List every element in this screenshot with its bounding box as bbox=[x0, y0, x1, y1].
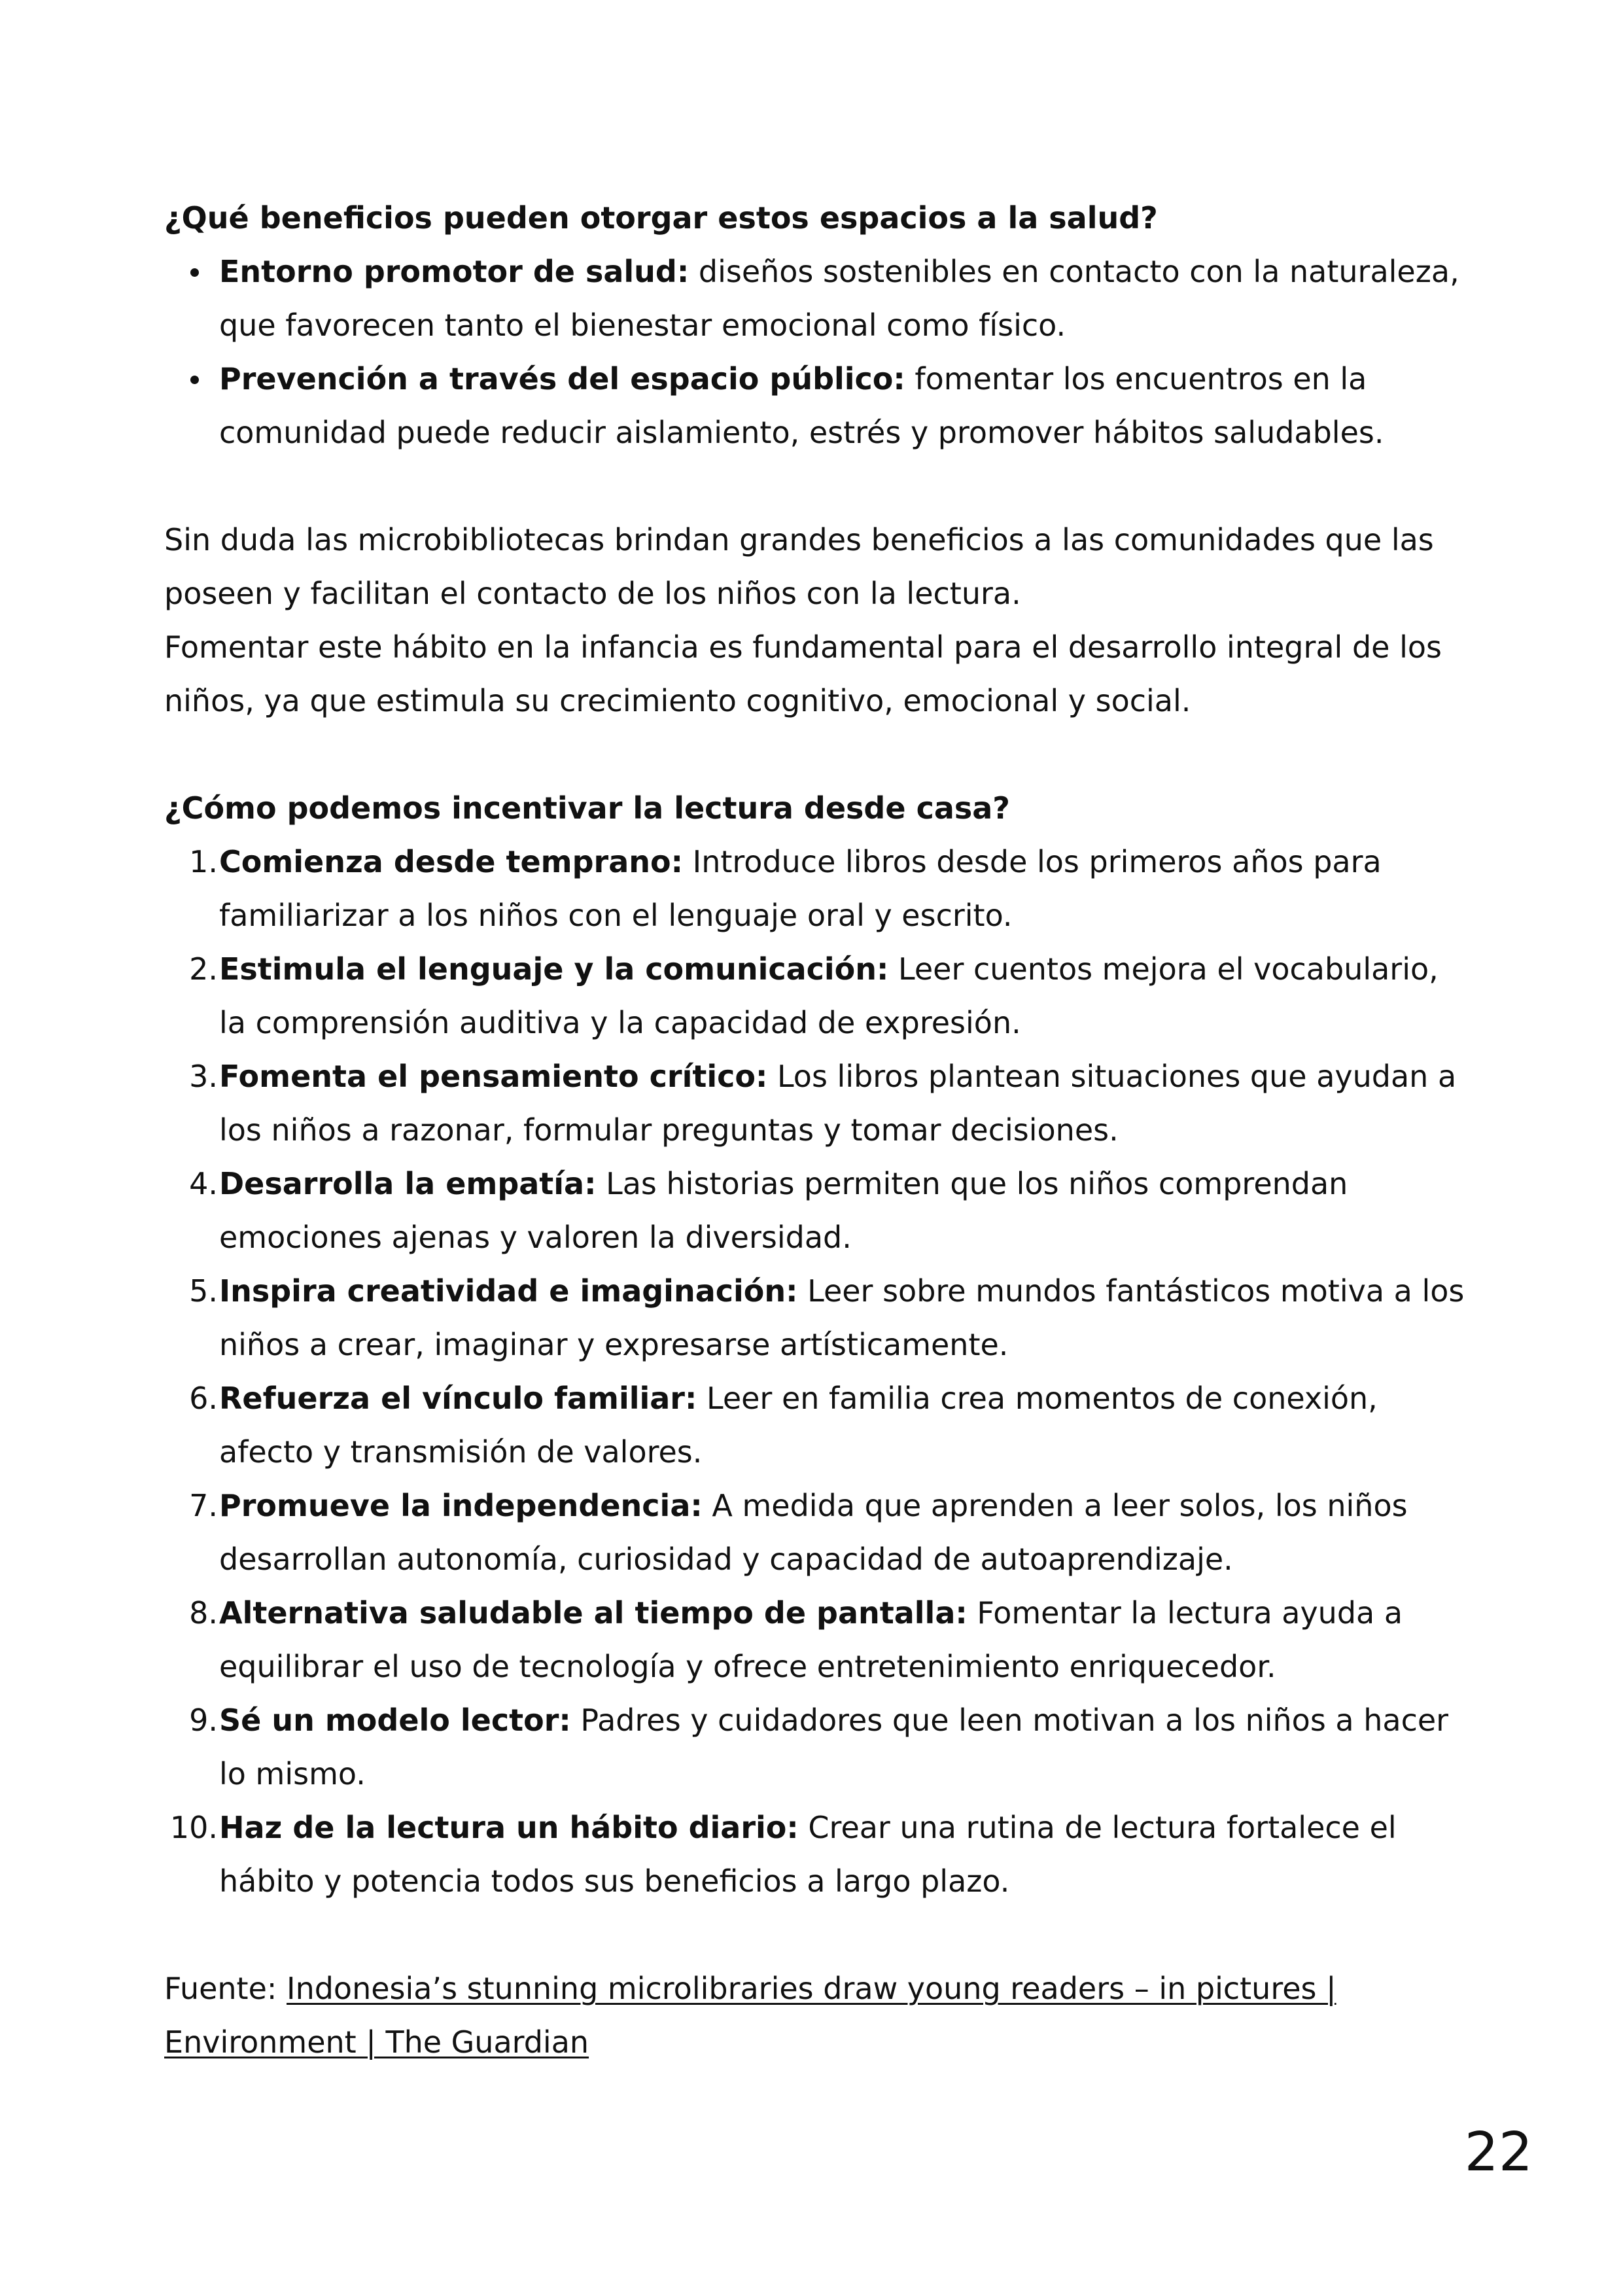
reading-heading: ¿Cómo podemos incentivar la lectura desde casa? bbox=[164, 790, 1010, 826]
item-term: Promueve la independencia: bbox=[219, 1488, 703, 1523]
benefits-list bbox=[164, 245, 1466, 459]
item-text: Fomentar la lectura ayuda a equilibrar el uso de tecnología y ofrece entretenimiento enriquecedor. bbox=[219, 1595, 1403, 1684]
item-term: Estimula el lenguaje y la comunicación: bbox=[219, 951, 889, 987]
reading-tips-list bbox=[164, 835, 1466, 1908]
item-number: 5. bbox=[189, 1273, 218, 1309]
item-number: 9. bbox=[189, 1703, 218, 1738]
list-item bbox=[164, 352, 1466, 459]
item-term: Alternativa saludable al tiempo de pantalla: bbox=[219, 1595, 968, 1631]
spacer bbox=[164, 728, 1466, 781]
intro-paragraph bbox=[164, 513, 1466, 728]
spacer bbox=[164, 459, 1466, 513]
item-term: Comienza desde temprano: bbox=[219, 844, 684, 879]
source-line bbox=[164, 1962, 1466, 2069]
page-number: 22 bbox=[1464, 2121, 1533, 2183]
item-term: Inspira creatividad e imaginación: bbox=[219, 1273, 798, 1309]
item-text: Leer sobre mundos fantásticos motiva a los niños a crear, imaginar y expresarse artísticamente. bbox=[219, 1273, 1465, 1362]
item-term: Fomenta el pensamiento crítico: bbox=[219, 1059, 768, 1094]
item-text: Leer en familia crea momentos de conexión, afecto y transmisión de valores. bbox=[219, 1381, 1378, 1470]
bullet-term: Prevención a través del espacio público: bbox=[219, 361, 905, 397]
list-item bbox=[164, 942, 1466, 1050]
item-number: 3. bbox=[189, 1059, 218, 1094]
paragraph-line: Sin duda las microbibliotecas brindan grandes beneficios a las comunidades que las poseen y facilitan el contacto de los niños con la lectura. bbox=[164, 522, 1434, 611]
item-text: Leer cuentos mejora el vocabulario, la comprensión auditiva y la capacidad de expresión. bbox=[219, 951, 1439, 1040]
item-text: Padres y cuidadores que leen motivan a los niños a hacer lo mismo. bbox=[219, 1703, 1449, 1792]
item-number: 8. bbox=[189, 1595, 218, 1631]
item-text: Las historias permiten que los niños comprendan emociones ajenas y valoren la diversidad. bbox=[219, 1166, 1348, 1255]
list-item bbox=[164, 1801, 1466, 1908]
bullet-text: fomentar los encuentros en la comunidad puede reducir aislamiento, estrés y promover hábitos saludables. bbox=[219, 361, 1384, 450]
list-item bbox=[164, 835, 1466, 942]
item-number: 2. bbox=[189, 951, 218, 987]
list-item bbox=[164, 1264, 1466, 1371]
item-term: Sé un modelo lector: bbox=[219, 1703, 571, 1738]
list-item bbox=[164, 245, 1466, 352]
item-text: Introduce libros desde los primeros años para familiarizar a los niños con el lenguaje oral y escrito. bbox=[219, 844, 1382, 933]
item-number: 6. bbox=[189, 1381, 218, 1416]
document-page bbox=[164, 191, 1466, 2069]
list-item bbox=[164, 1050, 1466, 1157]
list-item bbox=[164, 1586, 1466, 1693]
source-link[interactable]: Indonesia’s stunning microlibraries draw young readers – in pictures | Environment | The Guardian bbox=[164, 1971, 1336, 2060]
source-label: Fuente: bbox=[164, 1971, 287, 2006]
list-item bbox=[164, 1693, 1466, 1801]
item-text: A medida que aprenden a leer solos, los niños desarrollan autonomía, curiosidad y capacidad de autoaprendizaje. bbox=[219, 1488, 1408, 1577]
item-text: Crear una rutina de lectura fortalece el hábito y potencia todos sus beneficios a largo plazo. bbox=[219, 1810, 1397, 1899]
bullet-text: diseños sostenibles en contacto con la naturaleza, que favorecen tanto el bienestar emocional como físico. bbox=[219, 254, 1459, 343]
item-number: 4. bbox=[189, 1166, 218, 1201]
item-text: Los libros plantean situaciones que ayudan a los niños a razonar, formular preguntas y tomar decisiones. bbox=[219, 1059, 1457, 1148]
list-item bbox=[164, 1479, 1466, 1586]
item-number: 10. bbox=[169, 1810, 218, 1845]
list-item bbox=[164, 1157, 1466, 1264]
item-term: Haz de la lectura un hábito diario: bbox=[219, 1810, 799, 1845]
item-term: Desarrolla la empatía: bbox=[219, 1166, 597, 1201]
item-term: Refuerza el vínculo familiar: bbox=[219, 1381, 697, 1416]
bullet-term: Entorno promotor de salud: bbox=[219, 254, 689, 289]
item-number: 1. bbox=[189, 844, 218, 879]
spacer bbox=[164, 1908, 1466, 1962]
paragraph-line: Fomentar este hábito en la infancia es fundamental para el desarrollo integral de los niños, ya que estimula su crecimiento cognitivo, emocional y social. bbox=[164, 629, 1442, 718]
benefits-heading: ¿Qué beneficios pueden otorgar estos espacios a la salud? bbox=[164, 200, 1158, 236]
item-number: 7. bbox=[189, 1488, 218, 1523]
list-item bbox=[164, 1371, 1466, 1479]
